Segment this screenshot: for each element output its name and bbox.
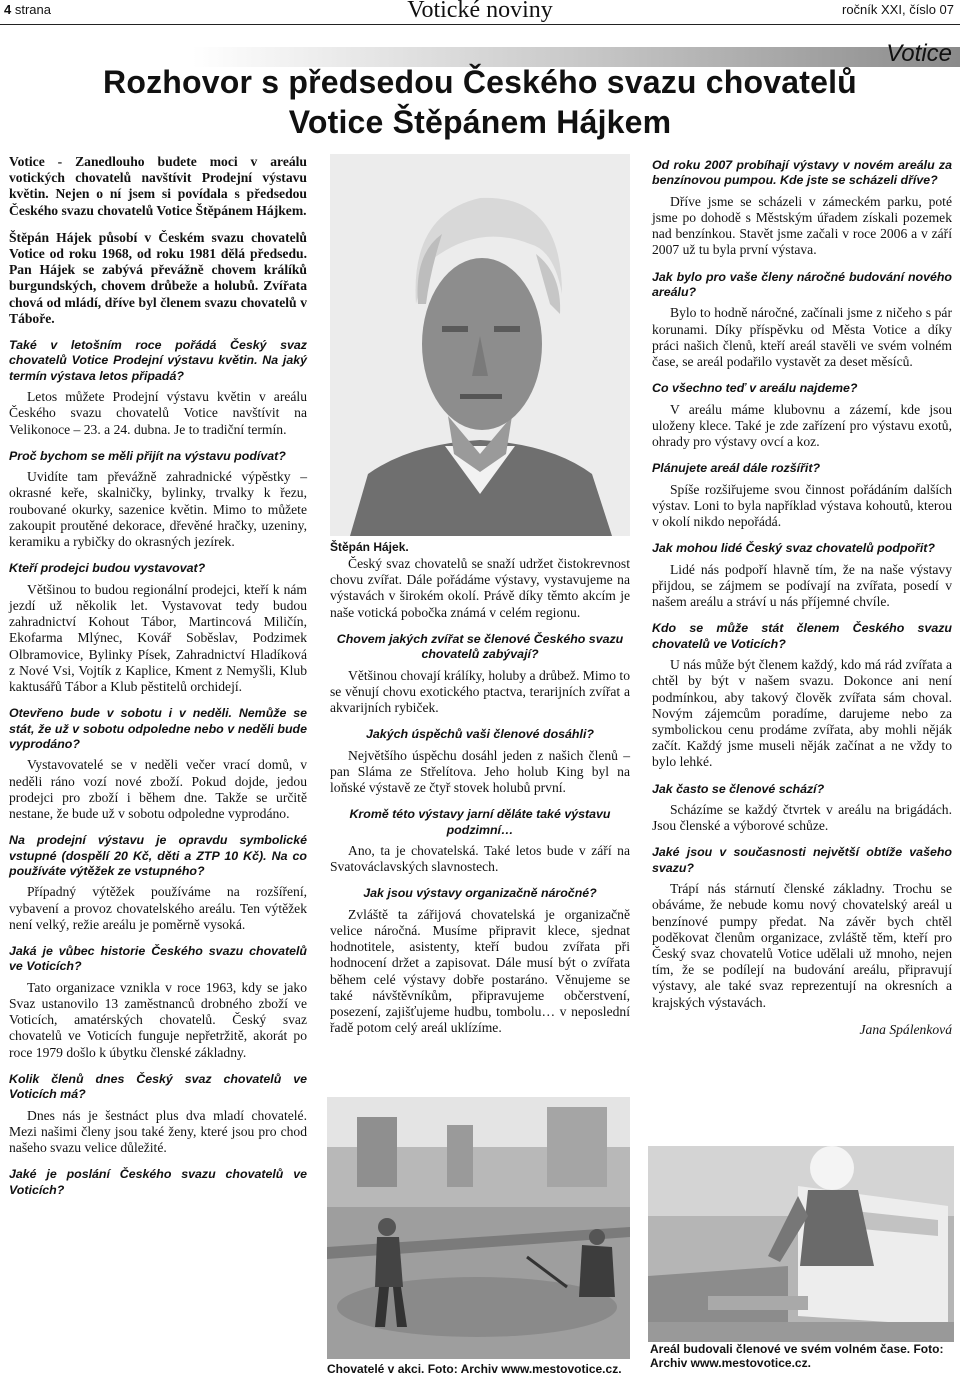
interview-answer: Letos můžete Prodejní výstavu květin v areálu Českého svazu chovatelů Votice navštívit na Velikonoce – 23. a 24. dubna. Je to tradiční termín. bbox=[9, 389, 307, 437]
column-1 bbox=[9, 154, 307, 1203]
interview-answer: Zvláště ta zářijová chovatelská je organizačně velice náročná. Musíme připravit klece, sjednat hodnotitele, asistenty, kteří budou zvířata při hodnocení držet a zapisovat. Dále musí být o zvířata během celé výstavy dobře postaráno. Věnujeme se také návštěvníkům, připravujeme občerstvení, posezení, zajišťujeme hudbu, tombolu… v neposlední řadě potom celý areál uklízíme. bbox=[330, 906, 630, 1036]
interview-question: Od roku 2007 probíhají výstavy v novém areálu za benzínovou pumpou. Kde jste se scházeli dříve? bbox=[652, 158, 952, 188]
interview-answer: Případný výtěžek používáme na rozšíření, vybavení a provoz chovatelského areálu. Ten výtěžek není velký, režie areálu je poměrně vysoká. bbox=[9, 884, 307, 932]
build-photo-caption: Areál budovali členové ve svém volném čase. Foto: Archiv www.mestovotice.cz. bbox=[650, 1342, 944, 1370]
interview-question: Kolik členů dnes Český svaz chovatelů ve Voticích má? bbox=[9, 1071, 307, 1102]
interview-question: Jak jsou výstavy organizačně náročné? bbox=[363, 886, 597, 901]
interview-question: Kdo se může stát členem Českého svazu chovatelů ve Voticích? bbox=[652, 621, 952, 651]
interview-question: Plánujete areál dále rozšířit? bbox=[652, 461, 821, 476]
interview-question: Kromě této výstavy jarní děláte také výstavu podzimní… bbox=[349, 807, 611, 837]
interview-question: Jakých úspěchů vaši členové dosáhli? bbox=[366, 727, 594, 742]
interview-question: Chovem jakých zvířat se členové Českého svazu chovatelů zabývají? bbox=[336, 631, 624, 662]
interview-answer: Uvidíte tam převážně zahradnické výpěstky – okrasné keře, skalničky, bylinky, trvalky k řezu, roubované okurky, sazenice květin. Mimo to můžete zakoupit proutěné dekorace, dřevěné hračky, uzeniny, keramiku a rybičky do okrasných jezírek. bbox=[9, 469, 307, 550]
interview-answer: Vystavovatelé se v neděli večer vrací domů, v neděli ráno vozí nové zboží. Pokud dojde, jedou prodejci pro zboží i během dne. Takže se určitě nestane, že bude už v sobotu odpoledne vyprodáno. bbox=[9, 757, 307, 821]
interview-question: Také v letošním roce pořádá Český svaz chovatelů Votice Prodejní výstavu květin. Na jaký termín výstava letos připadá? bbox=[9, 338, 307, 383]
interview-question: Jaké jsou v současnosti největší obtíže vašeho svazu? bbox=[652, 845, 952, 875]
title-line-1: Rozhovor s předsedou Českého svazu chovatelů bbox=[103, 64, 857, 100]
interview-question: Proč bychom se měli přijít na výstavu podívat? bbox=[9, 448, 286, 463]
column-2 bbox=[330, 556, 630, 1048]
interview-answer: Dříve jsme se scházeli v zámeckém parku, poté jsme po dohodě s Městským úřadem získali pozemek nad benzínkou. Stavět jsme začali v roce 2006 a v září 2007 už tu byla první výstava. bbox=[652, 193, 952, 258]
interview-answer: Český svaz chovatelů se snaží udržet čistokrevnost chovu zvířat. Dále pořádáme výstavy, vystavujeme na výstavách v širokém okolí. Právě díky těmto akcím je naše votická pobočka známá v celém regionu. bbox=[330, 556, 630, 620]
interview-answer: Většinou to budou regionální prodejci, kteří k nám jezdí už několik let. Vystavovat tedy budou zahradnictví Kohout Tábor, Martincová Miličín, Ekofarma Mlýnec, Kovář Soběslav, Podzimek Olbramovice, Bylinky Písek, Zahradnictví Hladíková z Nové Vsi, Vojtík z Kaplice, Kment z Nemyšli, Klub kaktusářů Tábor a Klub pěstitelů orchidejí. bbox=[9, 581, 307, 694]
column-3 bbox=[652, 158, 952, 1049]
interview-answer: Dnes nás je šestnáct plus dva mladí chovatelé. Mezi našimi členy jsou také ženy, které jsou pro chod našeho svazu velice důležité. bbox=[9, 1107, 307, 1156]
interview-answer: U nás může být členem každý, kdo má rád zvířata a chtěl by být v našem svazu. Dokonce ani není podmínkou, aby takový člověk zvířata sám choval. Novým zájemcům poradíme, darujeme nebo za symbolickou cenu prodáme zvířata, aby mohli něják začít. Každý jsme museli něják začínat a ne vždy to bylo lehké. bbox=[652, 657, 952, 770]
work-photo bbox=[327, 1097, 630, 1359]
issue-info: ročník XXI, číslo 07 bbox=[842, 2, 954, 17]
intro-paragraph: Votice - Zanedlouho budete moci v areálu votických chovatelů navštívit Prodejní výstavu květin. Nejen o ní jsem si povídala s předsedou Českého svazu chovatelů Votice Štěpánem Hájkem. bbox=[9, 154, 307, 218]
interview-answer: Tato organizace vznikla v roce 1963, kdy se jako Svaz ustanovilo 13 zaměstnanců drobného zboží ve Voticích, amatérských chovatelů. Český svaz chovatelů ve Voticích funguje nepřetržitě, akorát po roce 1979 došlo k úbytku členské základny. bbox=[9, 979, 307, 1060]
interview-answer: Lidé nás podpoří hlavně tím, že na naše výstavy přijdou, se zájmem se podívají na zvířata, posedí v našem areálu a stráví u nás příjemné chvíle. bbox=[652, 561, 952, 610]
intro-paragraph: Štěpán Hájek působí v Českém svazu chovatelů Votice od roku 1968, od roku 1981 dělá předsedu. Pan Hájek se zabývá převážně chovem králíků burgundských, chovem drůbeže a holubů. Zvířata chová od mládí, dříve byl členem svazu chovatelů v Táboře. bbox=[9, 229, 307, 326]
interview-question: Otevřeno bude v sobotu i v neděli. Nemůže se stát, že už v sobotu odpoledne nebo v neděli bude vyprodáno? bbox=[9, 706, 307, 751]
article-title bbox=[0, 62, 960, 142]
interview-question: Jak často se členové schází? bbox=[652, 781, 825, 796]
interview-question: Jak bylo pro vaše členy náročné budování nového areálu? bbox=[652, 269, 952, 300]
section-label: Votice bbox=[886, 40, 952, 67]
interview-answer: Největšího úspěchu dosáhl jeden z našich členů – pan Sláma ze Střelítova. Jeho holub King byl na loňské výstavě ze čtyř stovek holubů první. bbox=[330, 747, 630, 796]
interview-answer: Ano, ta je chovatelská. Také letos bude v září na Svatováclavských slavnostech. bbox=[330, 843, 630, 875]
page-number: 4 strana bbox=[4, 2, 51, 17]
interview-question: Co všechno teď v areálu najdeme? bbox=[652, 381, 858, 396]
title-line-2: Votice Štěpánem Hájkem bbox=[288, 104, 672, 140]
interview-answer: Spíše rozšiřujeme svou činnost pořádáním dalších výstav. Loni to byla například výstava kohoutů, kterou v okolí nikdo nepořádá. bbox=[652, 481, 952, 530]
build-photo bbox=[648, 1146, 954, 1342]
interview-question: Jaké je poslání Českého svazu chovatelů ve Voticích? bbox=[9, 1167, 307, 1197]
interview-answer: Scházíme se každý čtvrtek v areálu na brigádách. Jsou členské a výborové schůze. bbox=[652, 801, 952, 834]
newspaper-title: Votické noviny bbox=[407, 0, 553, 23]
interview-question: Kteří prodejci budou vystavovat? bbox=[9, 561, 206, 576]
interview-answer: V areálu máme klubovnu a zázemí, kde jsou uloženy klece. Také je zde zařízení pro výstavu exotů, ohrady pro výstavy ovcí a koz. bbox=[652, 401, 952, 450]
portrait-caption: Štěpán Hájek. bbox=[330, 540, 409, 554]
interview-question: Na prodejní výstavu je opravdu symbolické vstupné (dospělí 20 Kč, děti a ZTP 10 Kč). Na co používáte výtěžek ze vstupného? bbox=[9, 833, 307, 878]
portrait-photo bbox=[330, 154, 630, 536]
header-rule bbox=[0, 24, 960, 25]
interview-answer: Bylo to hodně náročné, začínali jsme z ničeho s pár korunami. Díky příspěvku od Města Votice a díky práci našich členů, kteří areál stavěli ve svém volném čase, se areál podařilo vystavět za deset měsíců. bbox=[652, 305, 952, 370]
interview-answer: Většinou chovají králíky, holuby a drůbež. Mimo to se věnují chovu exotického ptactva, terarijních zvířat a akvarijních rybiček. bbox=[330, 667, 630, 716]
interview-question: Jaká je vůbec historie Českého svazu chovatelů ve Voticích? bbox=[9, 943, 307, 974]
interview-answer: Trápí nás stárnutí členské základny. Trochu se obáváme, že nebude komu nový chovatelský areál u benzínové pumpy předat. Na závěr bych chtěl poděkovat členům organizace, zvláště těm, kteří pro Český svaz chovatelů Votice udělali už mnoho, nejen tím, že se podílejí na budování areálu, připravují výstavy, ale také svaz reprezentují na okresních a krajských výstavách. bbox=[652, 881, 952, 1010]
interview-question: Jak mohou lidé Český svaz chovatelů podpořit? bbox=[652, 541, 935, 556]
work-photo-caption: Chovatelé v akci. Foto: Archiv www.mestovotice.cz. bbox=[327, 1362, 622, 1375]
author-byline: Jana Spálenková bbox=[859, 1021, 952, 1037]
